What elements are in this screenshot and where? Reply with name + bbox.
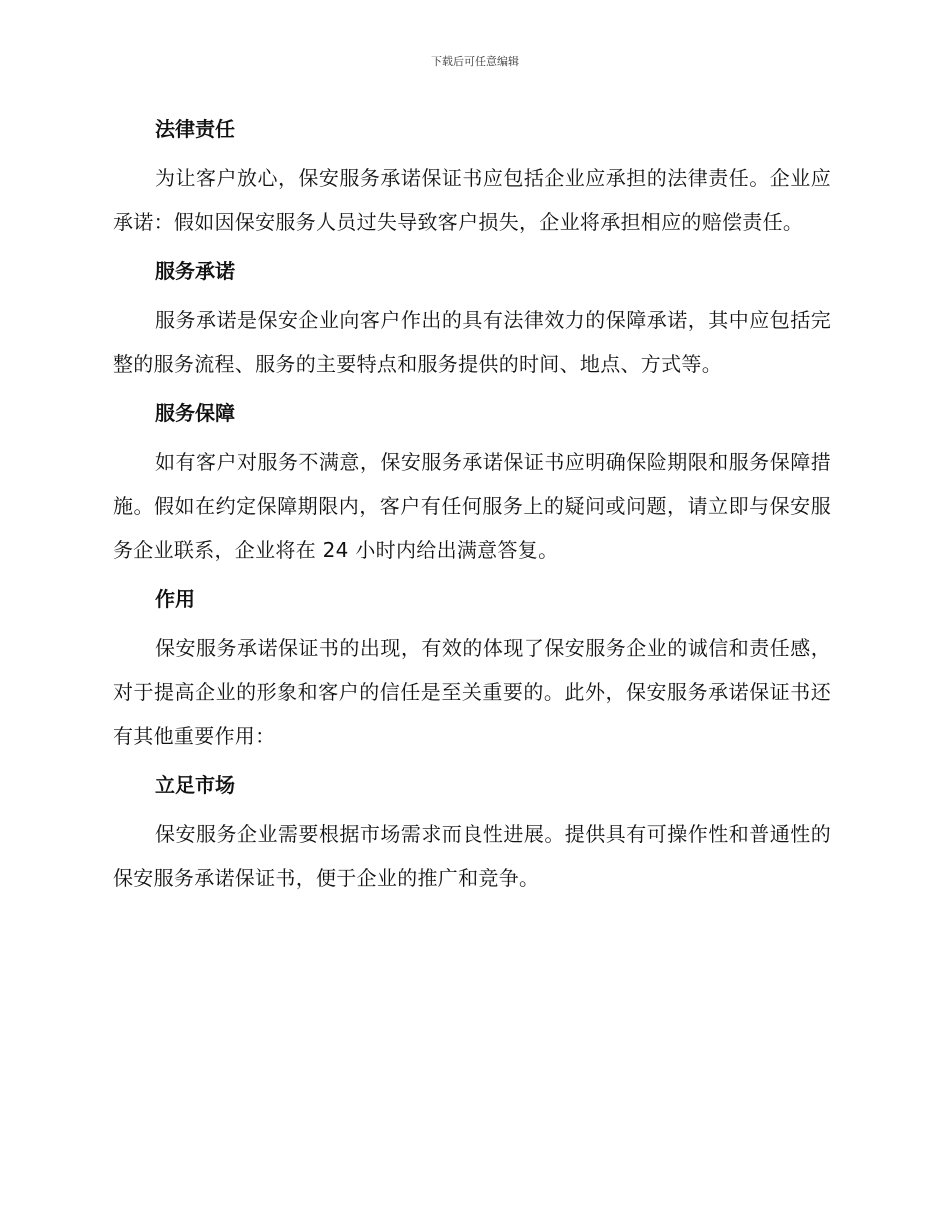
- section-service-commitment: [113, 254, 831, 386]
- section-legal-liability: [113, 112, 831, 244]
- document-body: [113, 112, 831, 910]
- section-paragraph: 保安服务承诺保证书的出现，有效的体现了保安服务企业的诚信和责任感，对于提高企业的形象和客户的信任是至关重要的。此外，保安服务承诺保证书还有其他重要作用：: [113, 636, 831, 748]
- section-heading: 立足市场: [155, 773, 235, 797]
- section-heading: 作用: [155, 587, 195, 611]
- page-header-note: 下载后可任意编辑: [431, 55, 519, 68]
- section-heading: 服务保障: [155, 401, 235, 425]
- section-service-guarantee: [113, 396, 831, 572]
- section-paragraph: 如有客户对服务不满意，保安服务承诺保证书应明确保险期限和服务保障措施。假如在约定保障期限内，客户有任何服务上的疑问或问题，请立即与保安服务企业联系，企业将在 24 小时内给出满意答复。: [113, 450, 831, 562]
- section-heading: 服务承诺: [155, 259, 235, 283]
- section-paragraph: 保安服务企业需要根据市场需求而良性进展。提供具有可操作性和普通性的保安服务承诺保证书，便于企业的推广和竞争。: [113, 822, 831, 890]
- section-paragraph: 为让客户放心，保安服务承诺保证书应包括企业应承担的法律责任。企业应承诺：假如因保安服务人员过失导致客户损失，企业将承担相应的赔偿责任。: [113, 166, 831, 234]
- section-paragraph: 服务承诺是保安企业向客户作出的具有法律效力的保障承诺，其中应包括完整的服务流程、服务的主要特点和服务提供的时间、地点、方式等。: [113, 308, 831, 376]
- section-purpose: [113, 582, 831, 758]
- section-market-foothold: [113, 768, 831, 900]
- section-heading: 法律责任: [155, 117, 235, 141]
